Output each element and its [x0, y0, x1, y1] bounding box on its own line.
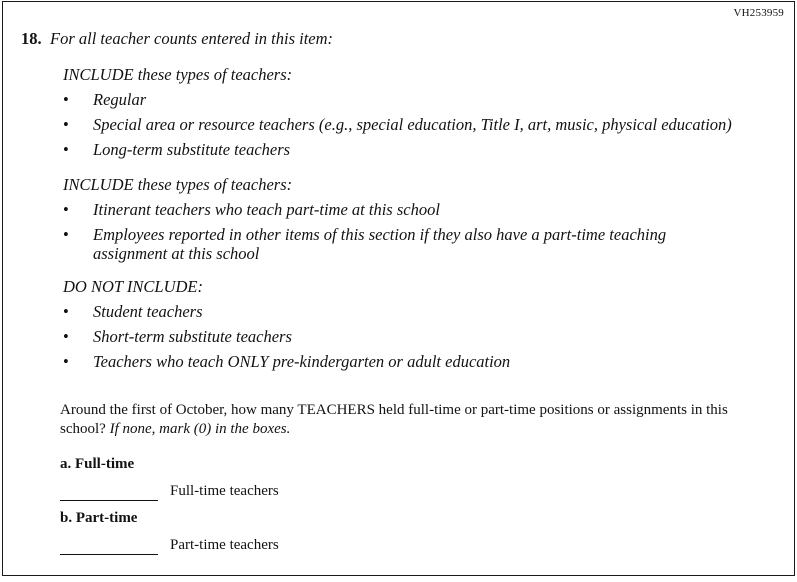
bullet-text: Long-term substitute teachers	[93, 140, 291, 159]
list-item	[63, 327, 774, 346]
section-heading: DO NOT INCLUDE:	[63, 277, 203, 296]
bullet-icon	[63, 115, 93, 134]
bullet-icon	[63, 327, 93, 346]
include-section-2	[63, 175, 774, 263]
field-label-fulltime: Full-time teachers	[170, 483, 279, 499]
section-heading: INCLUDE these types of teachers:	[63, 175, 293, 194]
item-number: 18.	[21, 29, 42, 48]
do-not-include-section	[63, 277, 774, 371]
section-heading: INCLUDE these types of teachers:	[63, 65, 293, 84]
bullet-icon	[63, 302, 93, 321]
list-item	[63, 352, 774, 371]
bullet-text: Teachers who teach ONLY pre-kindergarten or adult education	[93, 352, 511, 371]
answer-label-parttime: b. Part-time	[60, 510, 138, 526]
bullet-text: Special area or resource teachers (e.g., special education, Title I, art, music, physical education)	[93, 115, 732, 134]
question-note: If none, mark (0) in the boxes.	[109, 421, 291, 437]
list-item	[63, 140, 774, 159]
question-text	[60, 401, 740, 439]
bullet-icon	[63, 140, 93, 159]
bullet-text: Regular	[93, 90, 147, 109]
bullet-text: Student teachers	[93, 302, 203, 321]
answer-label-fulltime: a. Full-time	[60, 456, 135, 472]
list-item	[63, 90, 774, 109]
answer-row-parttime	[60, 536, 794, 555]
list-item	[63, 302, 774, 321]
form-code: VH253959	[733, 7, 784, 19]
bullet-icon	[63, 225, 93, 263]
include-section-1	[63, 65, 774, 159]
list-item	[63, 225, 774, 263]
bullet-icon	[63, 200, 93, 219]
item-intro-text: For all teacher counts entered in this item:	[50, 29, 334, 48]
answer-row-fulltime	[60, 482, 794, 501]
fill-in-blank-parttime[interactable]	[60, 540, 158, 555]
list-item	[63, 115, 774, 134]
field-label-parttime: Part-time teachers	[170, 537, 279, 553]
bullet-text: Employees reported in other items of this section if they also have a part-time teaching assignment at this school	[93, 225, 667, 263]
bullet-text: Itinerant teachers who teach part-time at this school	[93, 200, 440, 219]
fill-in-blank-fulltime[interactable]	[60, 486, 158, 501]
bullet-text: Short-term substitute teachers	[93, 327, 292, 346]
question-lead: Around the first of October, how many TEACHERS held full-time or part-time positions or assignments in this school?	[60, 402, 728, 437]
instructions-block	[63, 65, 774, 371]
bullet-icon	[63, 352, 93, 371]
bullet-icon	[63, 90, 93, 109]
item-18-header	[21, 28, 794, 49]
list-item	[63, 200, 774, 219]
questionnaire-page	[2, 1, 795, 576]
